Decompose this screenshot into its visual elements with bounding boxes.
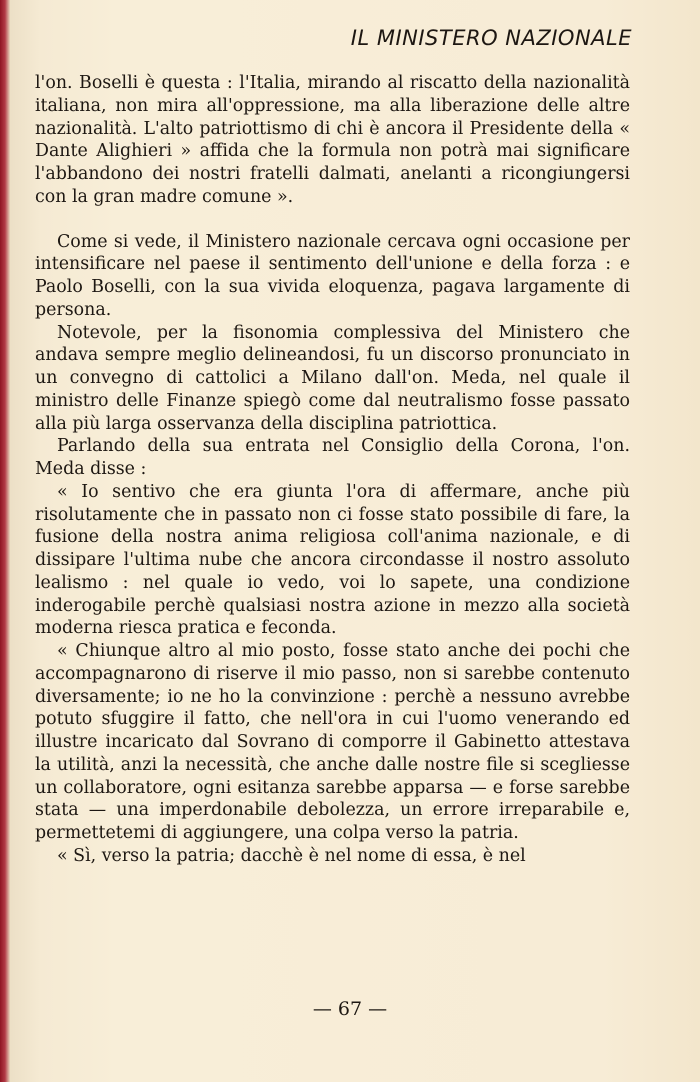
paragraph: Come si vede, il Ministero nazionale cercava ogni occasione per intensificare nel paese il sentimento dell'unione e della forza : e Paolo Boselli, con la sua vivida eloquenza, pagava largamente di persona.	[35, 231, 630, 320]
paragraph-quote: « Io sentivo che era giunta l'ora di affermare, anche più risolutamente che in passato non ci fosse stato possibile di fare, la fusione della nostra anima religiosa coll'anima nazionale, e di dissipare l'ultima nube che ancora circondasse il nostro assoluto lealismo : nel quale io vedo, voi lo sapete, una condizione inderogabile perchè qualsiasi nostra azione in mezzo alla società moderna riesca pratica e feconda.	[35, 481, 630, 639]
running-head: IL MINISTERO NAZIONALE	[350, 26, 632, 50]
paragraph-quote: « Sì, verso la patria; dacchè è nel nome di essa, è nel	[57, 845, 526, 866]
book-spine-edge	[0, 0, 10, 1082]
body-text	[35, 72, 630, 868]
page-number: — 67 —	[312, 998, 388, 1020]
paragraph-continued-quote: l'on. Boselli è questa : l'Italia, mirando al riscatto della nazionalità italiana, non mira all'oppressione, ma alla liberazione delle altre nazionalità. L'alto patriottismo di chi è ancora il Presidente della « Dante Alighieri » affida che la formula non potrà mai significare l'abbandono dei nostri fratelli dalmati, anelanti a ricongiungersi con la gran madre comune ».	[35, 73, 630, 207]
paragraph: Parlando della sua entrata nel Consiglio della Corona, l'on. Meda disse :	[35, 436, 630, 479]
paragraph: Notevole, per la fisonomia complessiva del Ministero che andava sempre meglio delineandosi, fu un discorso pronunciato in un convegno di cattolici a Milano dall'on. Meda, nel quale il ministro delle Finanze spiegò come dal neutralismo fosse passato alla più larga osservanza della disciplina patriottica.	[35, 322, 630, 434]
paragraph-quote: « Chiunque altro al mio posto, fosse stato anche dei pochi che accompagnarono di riserve il mio passo, non si sarebbe contenuto diversamente; io ne ho la convinzione : perchè a nessuno avrebbe potuto sfuggire il fatto, che nell'ora in cui l'uomo venerando ed illustre incaricato dal Sovrano di comporre il Gabinetto attestava la utilità, anzi la necessità, che anche dalle nostre file si scegliesse un collaboratore, ogni esitanza sarebbe apparsa — e forse sarebbe stata — una imperdonabile debolezza, un errore irreparabile e, permettetemi di aggiungere, una colpa verso la patria.	[35, 641, 630, 843]
